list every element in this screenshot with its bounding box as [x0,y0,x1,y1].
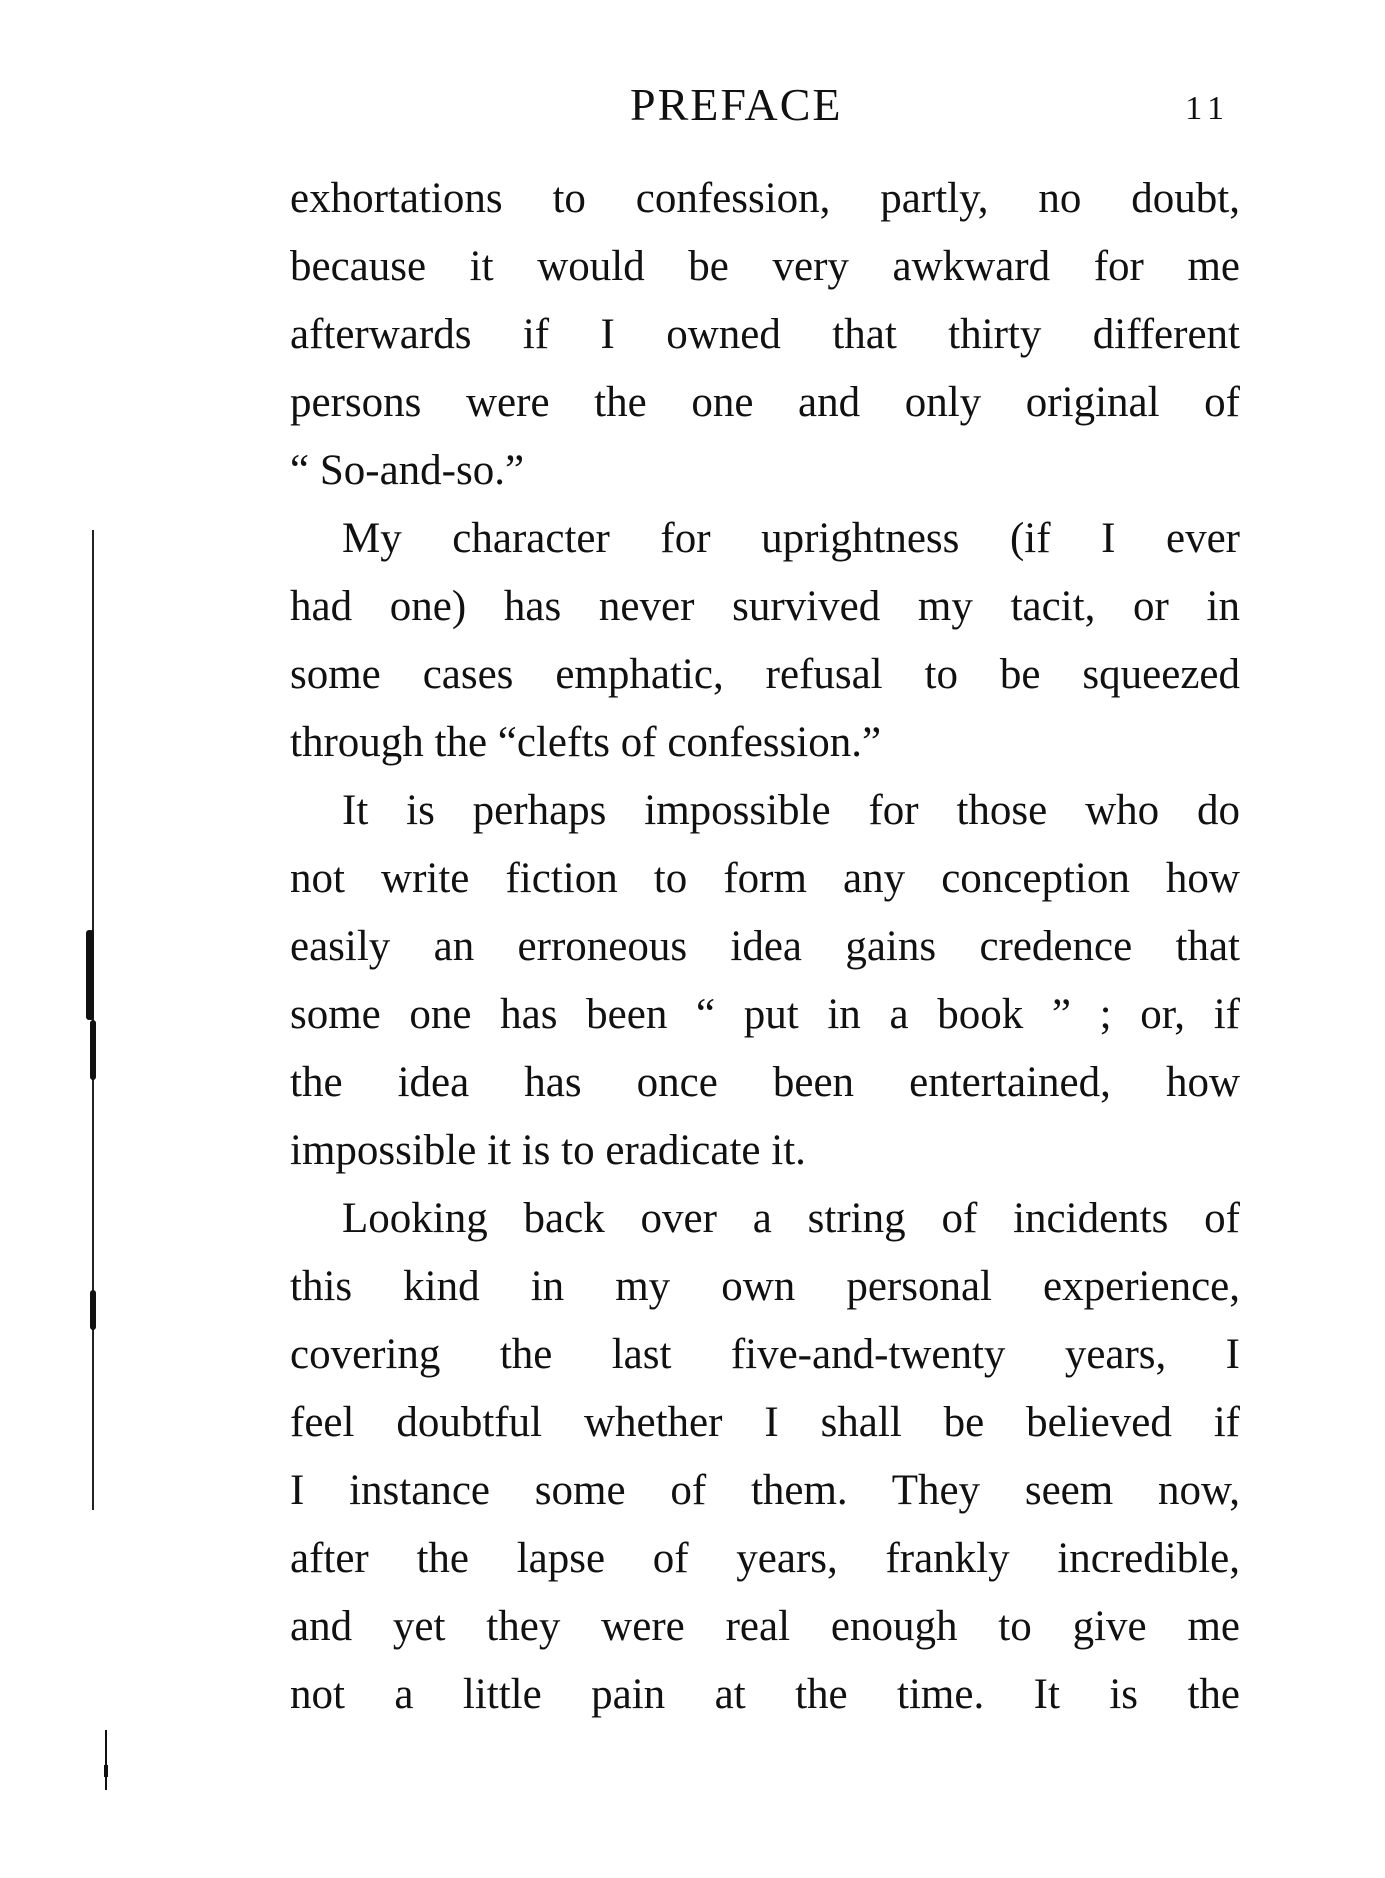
text-line: feel doubtful whether I shall be believed if [290,1399,1240,1446]
text-line: and yet they were real enough to give me [290,1603,1240,1650]
running-title: PREFACE [630,79,843,130]
text-line: after the lapse of years, frankly incredible, [290,1535,1240,1582]
text-line: because it would be very awkward for me [290,243,1240,290]
binding-edge-mark [90,1290,96,1330]
text-line: exhortations to confession, partly, no doubt, [290,175,1240,222]
paragraph-first-line: My character for uprightness (if I ever [342,515,1240,562]
paragraph-first-line: Looking back over a string of incidents of [342,1195,1240,1242]
text-line: covering the last five-and-twenty years, I [290,1331,1240,1378]
text-line: persons were the one and only original of [290,379,1240,426]
binding-edge-mark [86,930,94,1020]
text-line: impossible it is to eradicate it. [290,1127,806,1174]
text-line: easily an erroneous idea gains credence that [290,923,1240,970]
text-line: I instance some of them. They seem now, [290,1467,1240,1514]
body-text [290,165,1240,1729]
text-line: not write fiction to form any conception how [290,855,1240,902]
text-line: had one) has never survived my tacit, or in [290,583,1240,630]
text-line: some one has been “ put in a book ” ; or, if [290,991,1240,1038]
paragraph-first-line: It is perhaps impossible for those who do [342,787,1240,834]
page-number: 11 [1185,90,1230,127]
text-line: “ So-and-so.” [290,447,525,494]
text-line: afterwards if I owned that thirty different [290,311,1240,358]
text-line: through the “clefts of confession.” [290,719,882,766]
binding-edge-mark [105,1730,107,1790]
text-line: not a little pain at the time. It is the [290,1671,1240,1718]
running-head [290,78,1250,148]
text-line: the idea has once been entertained, how [290,1059,1240,1106]
binding-edge-mark [104,1765,108,1777]
binding-edge-mark [90,1020,96,1080]
text-line: this kind in my own personal experience, [290,1263,1240,1310]
text-line: some cases emphatic, refusal to be squeezed [290,651,1240,698]
